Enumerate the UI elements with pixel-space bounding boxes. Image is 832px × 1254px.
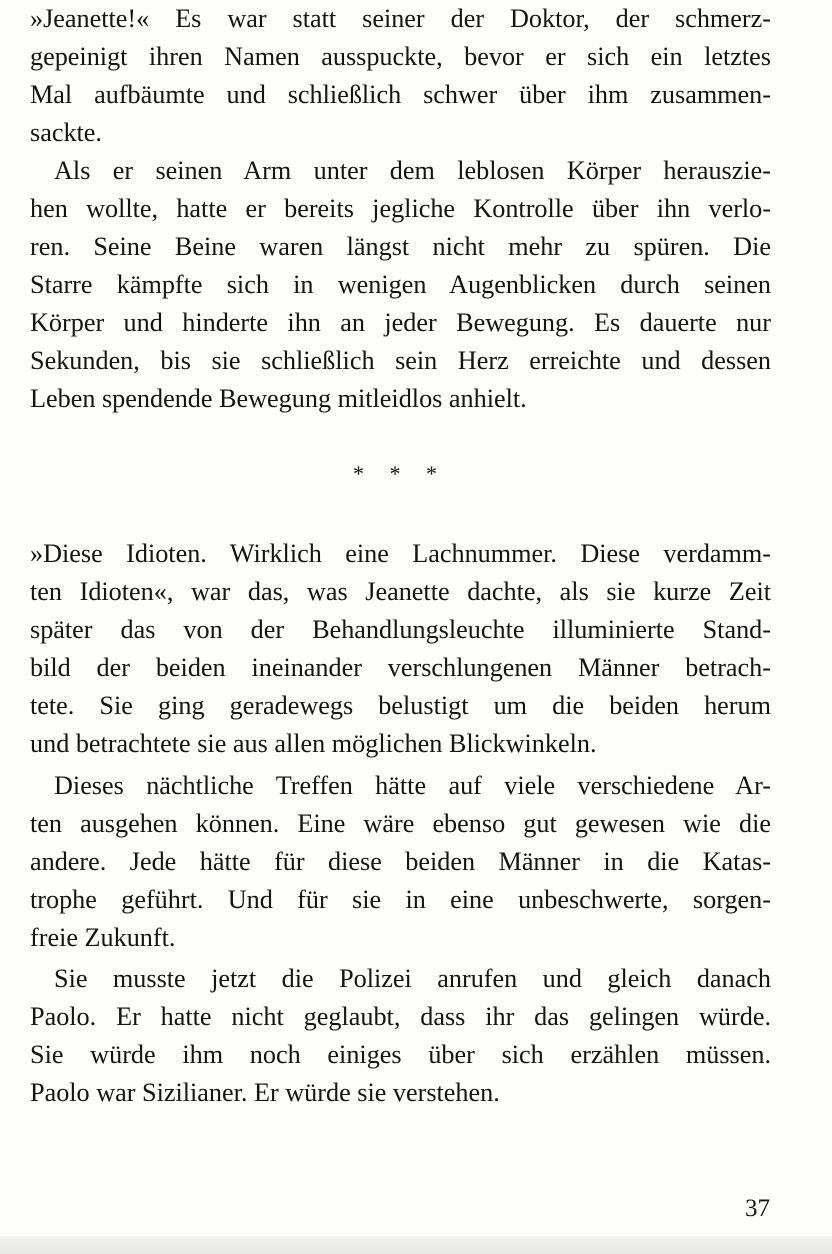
text-line: Körper und hinderte ihn an jeder Bewegung. Es dauerte nur [30,308,771,337]
text-line: Als er seinen Arm unter dem leblosen Körper herauszie- [54,156,771,185]
text-line: tete. Sie ging geradewegs belustigt um die beiden herum [30,691,771,720]
text-line: Paolo war Sizilianer. Er würde sie verstehen. [30,1078,500,1107]
text-line: Dieses nächtliche Treffen hätte auf viele verschiedene Ar- [54,771,771,800]
text-line: trophe geführt. Und für sie in eine unbeschwerte, sorgen- [30,885,771,914]
text-line: andere. Jede hätte für diese beiden Männer in die Katas- [30,847,771,876]
text-line: Sie musste jetzt die Polizei anrufen und gleich danach [54,964,771,993]
text-line: freie Zukunft. [30,923,176,952]
text-line: Paolo. Er hatte nicht geglaubt, dass ihr das gelingen würde. [30,1002,771,1031]
text-line: sackte. [30,118,102,147]
text-line: Sekunden, bis sie schließlich sein Herz erreichte und dessen [30,346,771,375]
section-break: * * * [353,461,447,486]
page-number: 37 [745,1195,770,1222]
text-line: Sie würde ihm noch einiges über sich erzählen müssen. [30,1040,771,1069]
page-edge-shadow [0,1236,832,1254]
text-line: hen wollte, hatte er bereits jegliche Kontrolle über ihn verlo- [30,194,771,223]
text-line: ren. Seine Beine waren längst nicht mehr zu spüren. Die [30,232,771,261]
text-line: gepeinigt ihren Namen ausspuckte, bevor er sich ein letztes [30,42,771,71]
text-line: ten Idioten«, war das, was Jeanette dachte, als sie kurze Zeit [30,577,771,606]
text-line: Leben spendende Bewegung mitleidlos anhielt. [30,384,527,413]
text-line: Starre kämpfte sich in wenigen Augenblicken durch seinen [30,270,771,299]
text-line: ten ausgehen können. Eine wäre ebenso gut gewesen wie die [30,809,771,838]
text-line: »Jeanette!« Es war statt seiner der Doktor, der schmerz- [30,4,771,33]
text-line: bild der beiden ineinander verschlungenen Männer betrach- [30,653,771,682]
text-line: »Diese Idioten. Wirklich eine Lachnummer. Diese verdamm- [30,539,771,568]
text-line: später das von der Behandlungsleuchte illuminierte Stand- [30,615,771,644]
text-line: und betrachtete sie aus allen möglichen Blickwinkeln. [30,729,597,758]
text-line: Mal aufbäumte und schließlich schwer über ihm zusammen- [30,80,771,109]
